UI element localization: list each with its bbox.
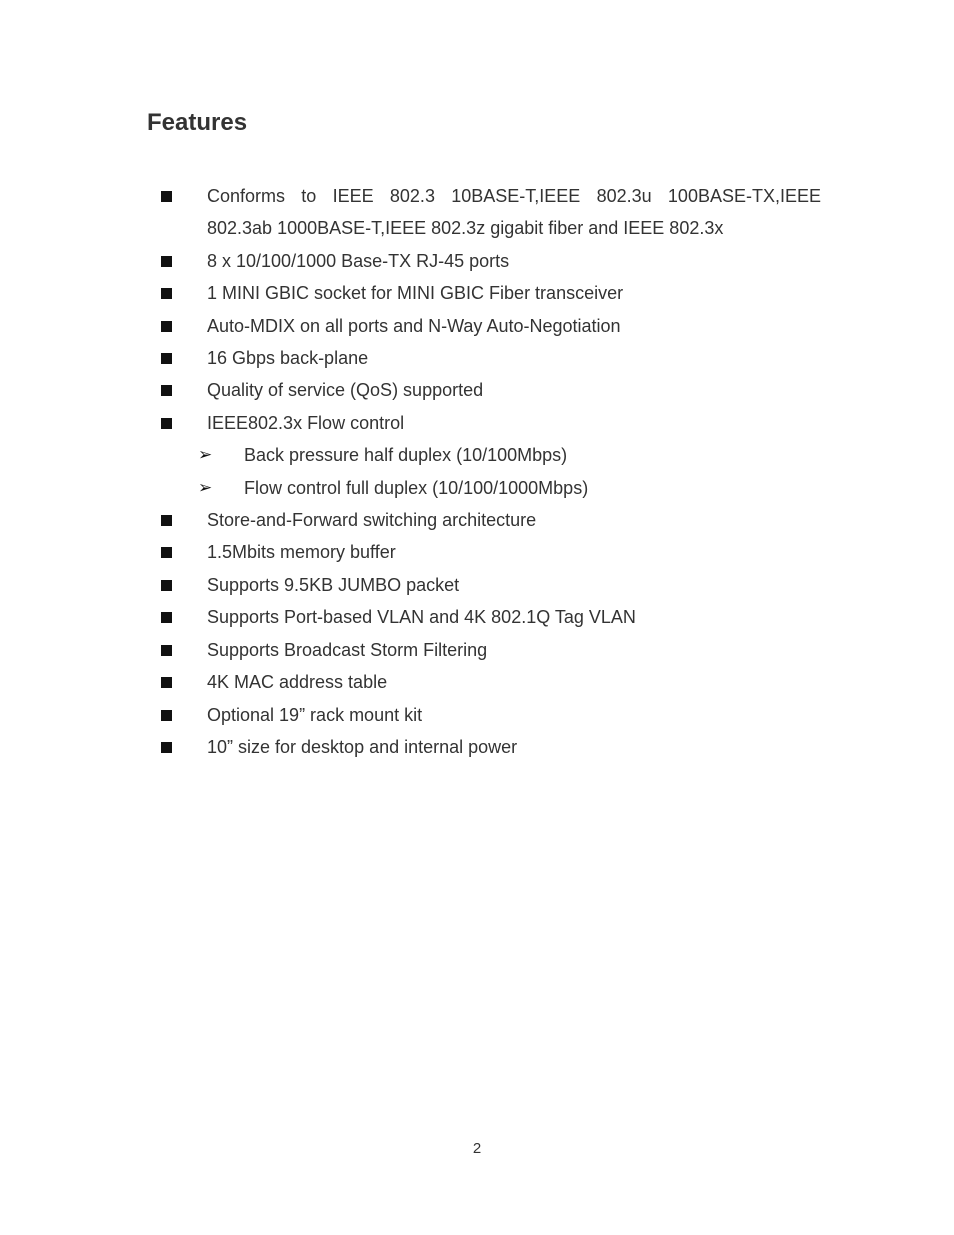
list-item-text: Quality of service (QoS) supported xyxy=(207,380,484,401)
list-item xyxy=(0,374,954,406)
square-bullet-icon xyxy=(161,321,172,332)
square-bullet-icon xyxy=(161,742,172,753)
square-bullet-icon xyxy=(161,385,172,396)
feature-list xyxy=(0,180,954,763)
square-bullet-icon xyxy=(161,710,172,721)
list-item xyxy=(0,407,954,439)
sub-list-item-text: Flow control full duplex (10/100/1000Mbps) xyxy=(244,477,589,498)
list-item-text: Store-and-Forward switching architecture xyxy=(207,510,537,531)
arrow-bullet-icon: ➢ xyxy=(198,445,213,466)
list-item xyxy=(0,536,954,568)
square-bullet-icon xyxy=(161,547,172,558)
list-item-text: 8 x 10/100/1000 Base-TX RJ-45 ports xyxy=(207,250,510,271)
list-item xyxy=(0,245,954,277)
list-item-text: 4K MAC address table xyxy=(207,672,388,693)
arrow-bullet-icon: ➢ xyxy=(198,477,213,498)
list-item-text: Auto-MDIX on all ports and N-Way Auto-Negotiation xyxy=(207,315,621,336)
list-item xyxy=(0,277,954,309)
square-bullet-icon xyxy=(161,677,172,688)
sub-list-item xyxy=(0,439,954,471)
list-item-text: 1.5Mbits memory buffer xyxy=(207,542,396,563)
list-item xyxy=(0,504,954,536)
list-item xyxy=(0,342,954,374)
list-item-text: Optional 19” rack mount kit xyxy=(207,704,423,725)
list-item-text: 1 MINI GBIC socket for MINI GBIC Fiber transceiver xyxy=(207,283,624,304)
square-bullet-icon xyxy=(161,645,172,656)
list-item-text: IEEE802.3x Flow control xyxy=(207,412,405,433)
square-bullet-icon xyxy=(161,580,172,591)
square-bullet-icon xyxy=(161,612,172,623)
square-bullet-icon xyxy=(161,515,172,526)
list-item-text: 10” size for desktop and internal power xyxy=(207,736,518,757)
list-item xyxy=(0,699,954,731)
list-item-text: 16 Gbps back-plane xyxy=(207,348,369,369)
list-item xyxy=(0,310,954,342)
list-item xyxy=(0,731,954,763)
list-item-text: Supports Port-based VLAN and 4K 802.1Q Tag VLAN xyxy=(207,607,636,628)
square-bullet-icon xyxy=(161,191,172,202)
page-number: 2 xyxy=(472,1140,482,1157)
list-item xyxy=(0,634,954,666)
page-title: Features xyxy=(147,109,248,136)
list-item xyxy=(0,180,954,245)
list-item-text: Supports 9.5KB JUMBO packet xyxy=(207,574,460,595)
list-item xyxy=(0,569,954,601)
list-item-text: Conforms to IEEE 802.3 10BASE-T,IEEE 802.3u 100BASE-TX,IEEE 802.3ab 1000BASE-T,IEEE 802.3z gigabit fiber and IEEE 802.3x xyxy=(207,186,821,239)
square-bullet-icon xyxy=(161,288,172,299)
square-bullet-icon xyxy=(161,353,172,364)
square-bullet-icon xyxy=(161,418,172,429)
sub-list-item-text: Back pressure half duplex (10/100Mbps) xyxy=(244,445,568,466)
list-item-text: Supports Broadcast Storm Filtering xyxy=(207,639,488,660)
list-item xyxy=(0,601,954,633)
square-bullet-icon xyxy=(161,256,172,267)
list-item xyxy=(0,666,954,698)
sub-list-item xyxy=(0,472,954,504)
